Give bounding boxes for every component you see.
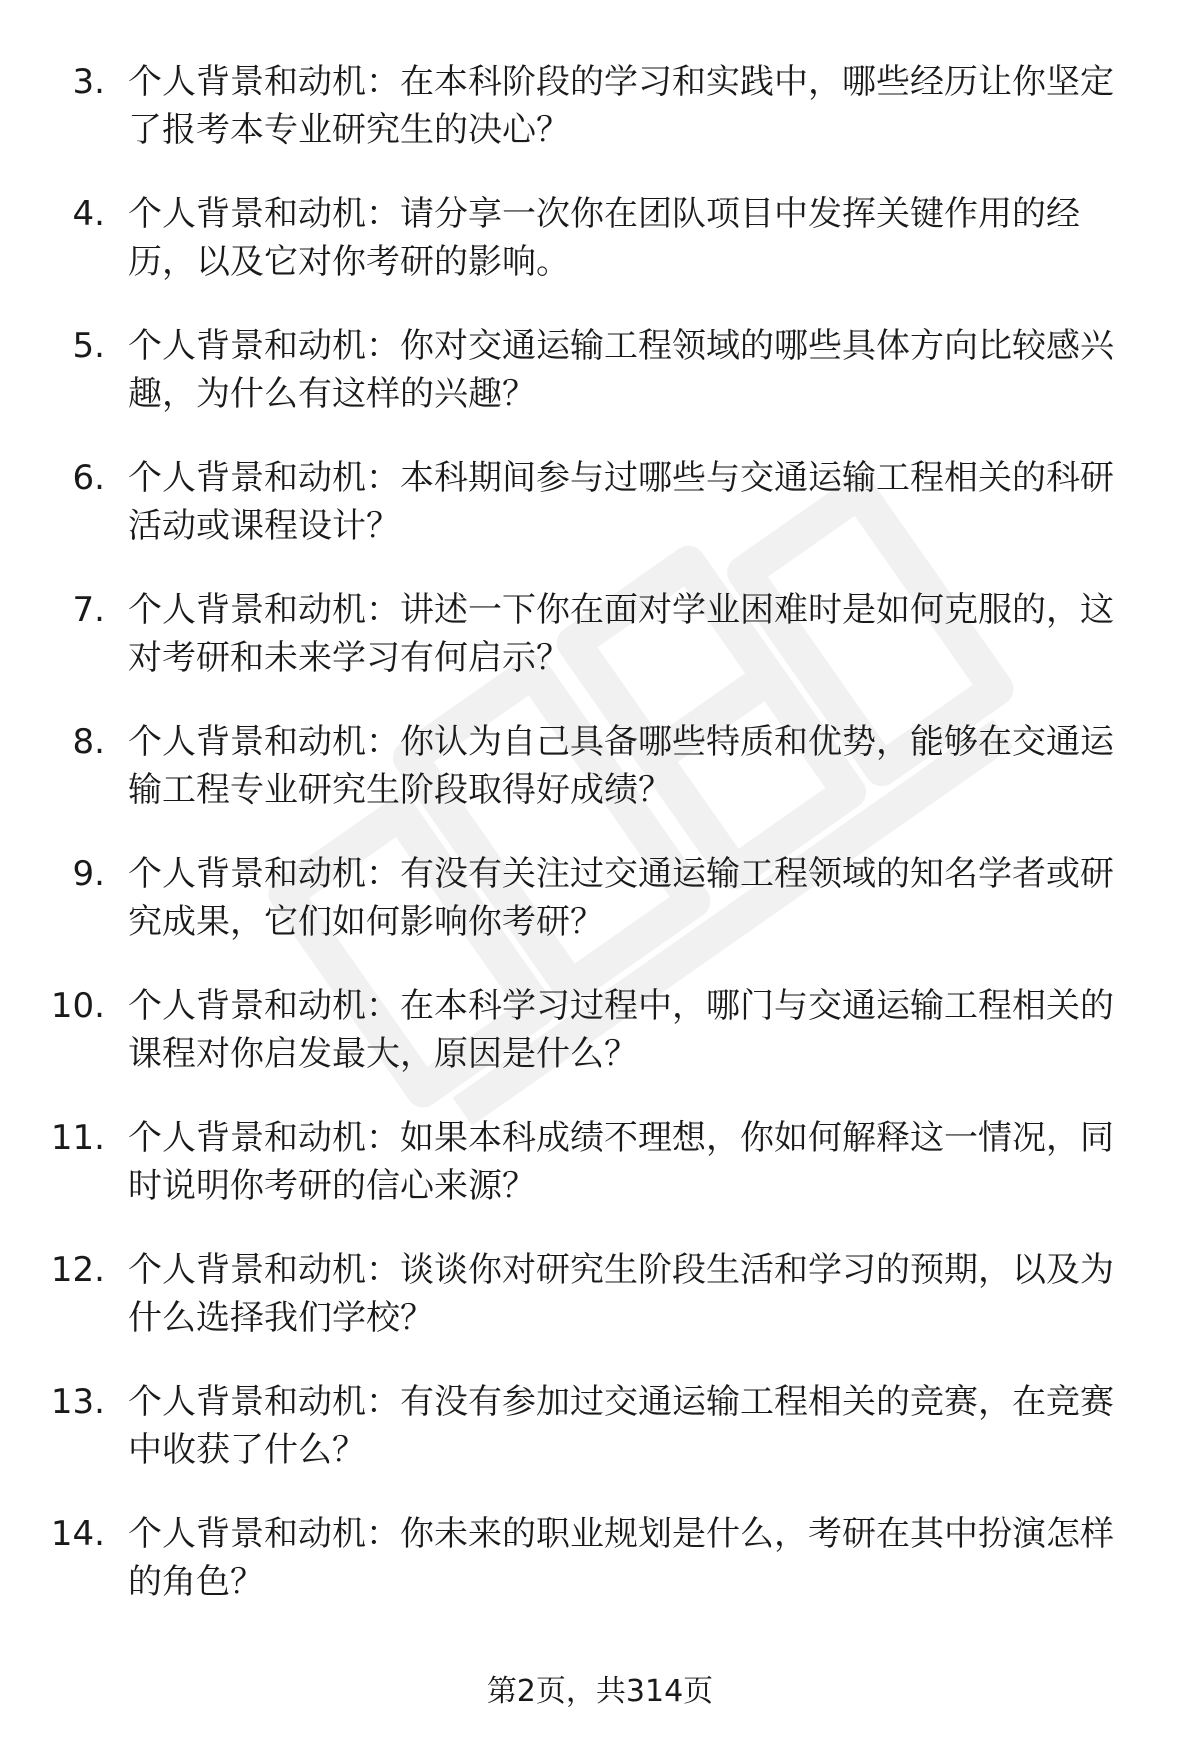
question-number: 3. [72,62,105,102]
question-number: 4. [72,194,105,234]
question-list [0,58,1200,1642]
question-number: 13. [50,1382,105,1422]
question-number: 10. [50,986,105,1026]
list-item [0,190,1200,322]
question-number: 7. [72,590,105,630]
list-item [0,718,1200,850]
question-text: 个人背景和动机：你未来的职业规划是什么，考研在其中扮演怎样的角色？ [128,1514,1114,1602]
list-item [0,1510,1200,1642]
question-text: 个人背景和动机：你认为自己具备哪些特质和优势，能够在交通运输工程专业研究生阶段取得好成绩？ [128,722,1114,810]
question-text: 个人背景和动机：谈谈你对研究生阶段生活和学习的预期，以及为什么选择我们学校？ [128,1250,1114,1338]
question-number: 8. [72,722,105,762]
list-item [0,982,1200,1114]
list-item [0,850,1200,982]
question-number: 9. [72,854,105,894]
question-text: 个人背景和动机：请分享一次你在团队项目中发挥关键作用的经历，以及它对你考研的影响。 [128,194,1080,282]
question-number: 14. [50,1514,105,1554]
question-number: 5. [72,326,105,366]
list-item [0,1114,1200,1246]
question-text: 个人背景和动机：在本科阶段的学习和实践中，哪些经历让你坚定了报考本专业研究生的决心？ [128,62,1114,150]
list-item [0,454,1200,586]
list-item [0,322,1200,454]
question-text: 个人背景和动机：本科期间参与过哪些与交通运输工程相关的科研活动或课程设计？ [128,458,1114,546]
question-text: 个人背景和动机：有没有参加过交通运输工程相关的竞赛，在竞赛中收获了什么？ [128,1382,1114,1470]
list-item [0,586,1200,718]
question-text: 个人背景和动机：讲述一下你在面对学业困难时是如何克服的，这对考研和未来学习有何启示？ [128,590,1114,678]
list-item [0,1378,1200,1510]
list-item [0,1246,1200,1378]
question-text: 个人背景和动机：你对交通运输工程领域的哪些具体方向比较感兴趣，为什么有这样的兴趣？ [128,326,1114,414]
page-footer: 第2页，共314页 [486,1674,714,1709]
question-number: 11. [50,1118,105,1158]
question-number: 12. [50,1250,105,1290]
question-text: 个人背景和动机：有没有关注过交通运输工程领域的知名学者或研究成果，它们如何影响你考研？ [128,854,1114,942]
question-text: 个人背景和动机：如果本科成绩不理想，你如何解释这一情况，同时说明你考研的信心来源？ [128,1118,1114,1206]
question-number: 6. [72,458,105,498]
list-item [0,58,1200,190]
question-text: 个人背景和动机：在本科学习过程中，哪门与交通运输工程相关的课程对你启发最大，原因是什么？ [128,986,1114,1074]
